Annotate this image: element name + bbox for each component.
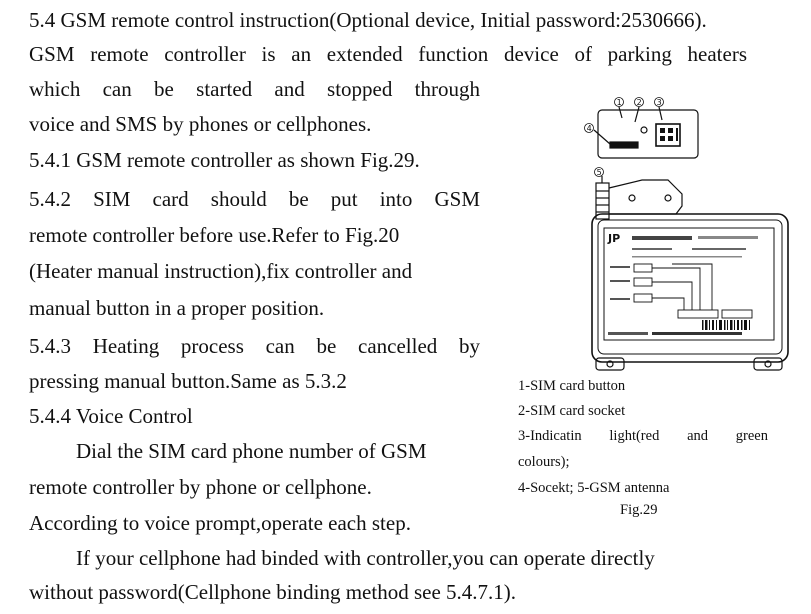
gsm-controller-figure (572, 88, 794, 378)
caption-indicator-light: 3-Indicatin light(red and green (518, 428, 768, 444)
subsection-5-4-2-line-2: remote controller before use.Refer to Fig.20 (29, 223, 400, 247)
subsection-5-4-3-line-1: 5.4.3 Heating process can be cancelled by (29, 334, 480, 358)
intro-line-2: which can be started and stopped through (29, 77, 480, 101)
cropped-text-line (29, 0, 259, 7)
voice-control-line-3: According to voice prompt,operate each step. (29, 511, 411, 535)
subsection-5-4-2-line-3: (Heater manual instruction),fix controller and (29, 259, 413, 283)
voice-control-line-1: Dial the SIM card phone number of GSM (76, 439, 427, 463)
callout-1: 1 (616, 98, 622, 107)
subsection-5-4-2-line-1: 5.4.2 SIM card should be put into GSM (29, 187, 480, 211)
subsection-5-4-1: 5.4.1 GSM remote controller as shown Fig.29. (29, 148, 420, 172)
binding-line-2: without password(Cellphone binding method see 5.4.7.1). (29, 580, 517, 604)
caption-socket-antenna: 4-Socekt; 5-GSM antenna (518, 480, 670, 496)
callout-3: 3 (656, 98, 662, 107)
subsection-5-4-3-line-2: pressing manual button.Same as 5.3.2 (29, 369, 347, 393)
intro-line-1: GSM remote controller is an extended function device of parking heaters (29, 42, 747, 66)
top-view (594, 107, 698, 158)
voice-control-line-2: remote controller by phone or cellphone. (29, 475, 372, 499)
callout-4: 4 (586, 124, 592, 133)
intro-line-3: voice and SMS by phones or cellphones. (29, 112, 372, 136)
section-heading: 5.4 GSM remote control instruction(Optional device, Initial password:2530666). (29, 8, 707, 32)
antenna (596, 176, 682, 219)
figure-number: Fig.29 (620, 502, 658, 518)
svg-text:JP: JP (608, 232, 621, 245)
device-body (592, 214, 788, 370)
caption-sim-card-button: 1-SIM card button (518, 378, 626, 394)
caption-indicator-light-cont: colours); (518, 454, 570, 470)
caption-sim-card-socket: 2-SIM card socket (518, 403, 626, 419)
subsection-5-4-2-line-4: manual button in a proper position. (29, 296, 325, 320)
gsm-controller-diagram (572, 88, 794, 378)
callout-2: 2 (636, 98, 642, 107)
binding-line-1: If your cellphone had binded with controller,you can operate directly (76, 546, 655, 570)
subsection-5-4-4: 5.4.4 Voice Control (29, 404, 193, 428)
callout-5: 5 (596, 168, 602, 177)
